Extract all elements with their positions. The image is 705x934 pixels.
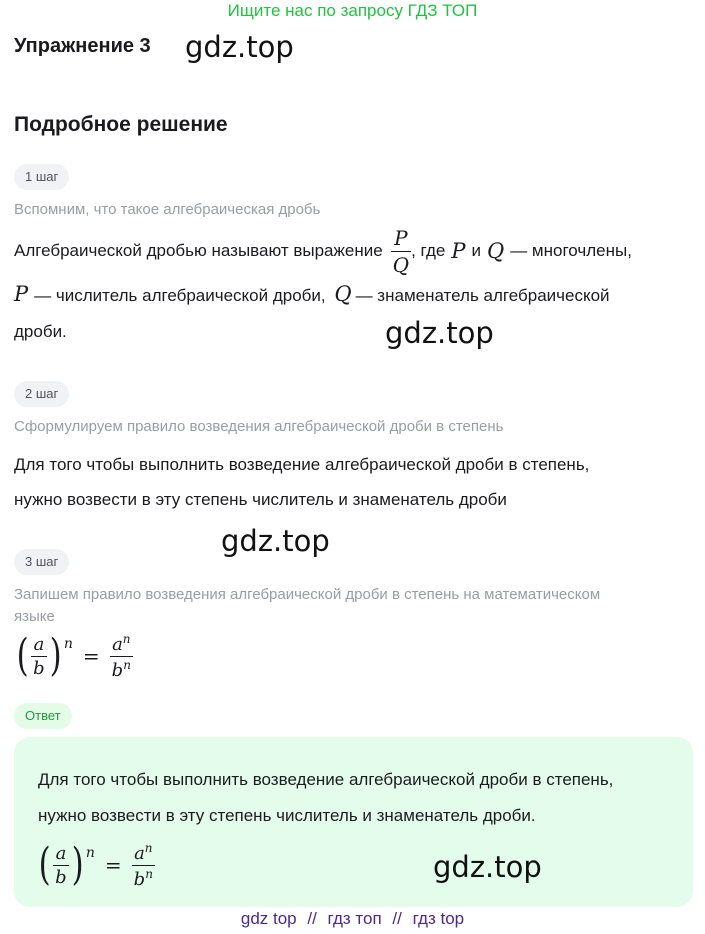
step-1-text-d: — многочлены, [510, 241, 632, 260]
step-hint-2: Сформулируем правило возведения алгебраической дроби в степень [14, 418, 504, 435]
math-q: Q [486, 239, 505, 263]
math-q-2: Q [334, 282, 352, 306]
base-a: a [112, 633, 123, 655]
answer-line-2: нужно возвести в эту степень числитель и знаменатель дроби. [38, 806, 536, 825]
answer-formula [36, 837, 155, 893]
denominator-b-n [132, 865, 155, 890]
numerator-a: a [33, 633, 45, 655]
right-paren: ) [71, 839, 84, 890]
fraction-p-over-q [391, 226, 411, 277]
left-paren: ( [16, 630, 29, 681]
step-hint-1: Вспомним, что такое алгебраическая дробь [14, 201, 321, 218]
math-p-2: P [14, 282, 29, 306]
exp-n-top: n [122, 631, 131, 646]
step-2-line-2: нужно возвести в эту степень числитель и знаменатель дроби [14, 490, 507, 509]
equals-sign: = [82, 644, 100, 668]
numerator-a-n [110, 632, 133, 656]
denominator-b-n [110, 656, 133, 681]
base-a: a [134, 842, 145, 864]
exponent-n: n [63, 636, 73, 652]
step-hint-3b: языке [14, 608, 55, 625]
footer-link-2[interactable]: гдз топ [327, 909, 382, 928]
footer-separator: // [307, 909, 317, 928]
watermark: gdz.top [221, 524, 330, 558]
step-badge-1: 1 шаг [14, 164, 69, 190]
equals-sign: = [104, 853, 122, 877]
fraction-denominator: Q [392, 252, 410, 277]
step-hint-3a: Запишем правило возведения алгебраической дроби в степень на математическом [14, 586, 601, 603]
fraction-numerator: P [394, 225, 408, 250]
base-b: b [111, 659, 124, 681]
section-title: Подробное решение [14, 113, 228, 136]
left-paren: ( [38, 839, 51, 890]
fraction-an-over-bn [110, 632, 133, 681]
footer-separator: // [392, 909, 402, 928]
step-badge-3: 3 шаг [14, 549, 69, 575]
power-rule-formula [14, 628, 133, 684]
exp-n-bottom: n [145, 866, 153, 881]
step-badge-2: 2 шаг [14, 381, 69, 407]
watermark: gdz.top [185, 30, 294, 64]
watermark: gdz.top [385, 316, 494, 350]
step-1-text-f: — знаменатель алгебраической [355, 286, 610, 305]
right-paren: ) [49, 630, 62, 681]
search-banner[interactable]: Ищите нас по запросу ГДЗ ТОП [227, 1, 478, 20]
footer-link-3[interactable]: гдз top [412, 909, 465, 928]
watermark: gdz.top [433, 850, 542, 884]
denominator-b: b [33, 657, 45, 679]
step-1-text-e: — числитель алгебраической дроби, [34, 286, 326, 305]
fraction-a-over-b [53, 843, 69, 888]
step-1-line-1 [14, 225, 632, 277]
denominator-b: b [55, 866, 67, 888]
step-1-text-a: Алгебраической дробью называют выражение [14, 241, 383, 260]
answer-badge: Ответ [14, 703, 72, 729]
step-1-line-2 [14, 282, 610, 306]
exponent-n: n [85, 845, 95, 861]
numerator-a-n [132, 841, 155, 865]
step-2-line-1: Для того чтобы выполнить возведение алгебраической дроби в степень, [14, 455, 590, 474]
fraction-a-over-b [31, 634, 47, 679]
exp-n-top: n [144, 840, 153, 855]
footer-link-1[interactable]: gdz top [240, 909, 297, 928]
exp-n-bottom: n [123, 657, 131, 672]
answer-line-1: Для того чтобы выполнить возведение алгебраической дроби в степень, [38, 770, 614, 789]
footer-links [0, 909, 705, 929]
numerator-a: a [55, 842, 67, 864]
step-1-text-b: , где [411, 241, 446, 260]
base-b: b [133, 868, 146, 890]
exercise-title: Упражнение 3 [14, 35, 151, 57]
step-1-line-3: дроби. [14, 322, 67, 341]
step-1-text-c: и [471, 241, 481, 260]
fraction-an-over-bn [132, 841, 155, 890]
math-p: P [451, 239, 466, 263]
